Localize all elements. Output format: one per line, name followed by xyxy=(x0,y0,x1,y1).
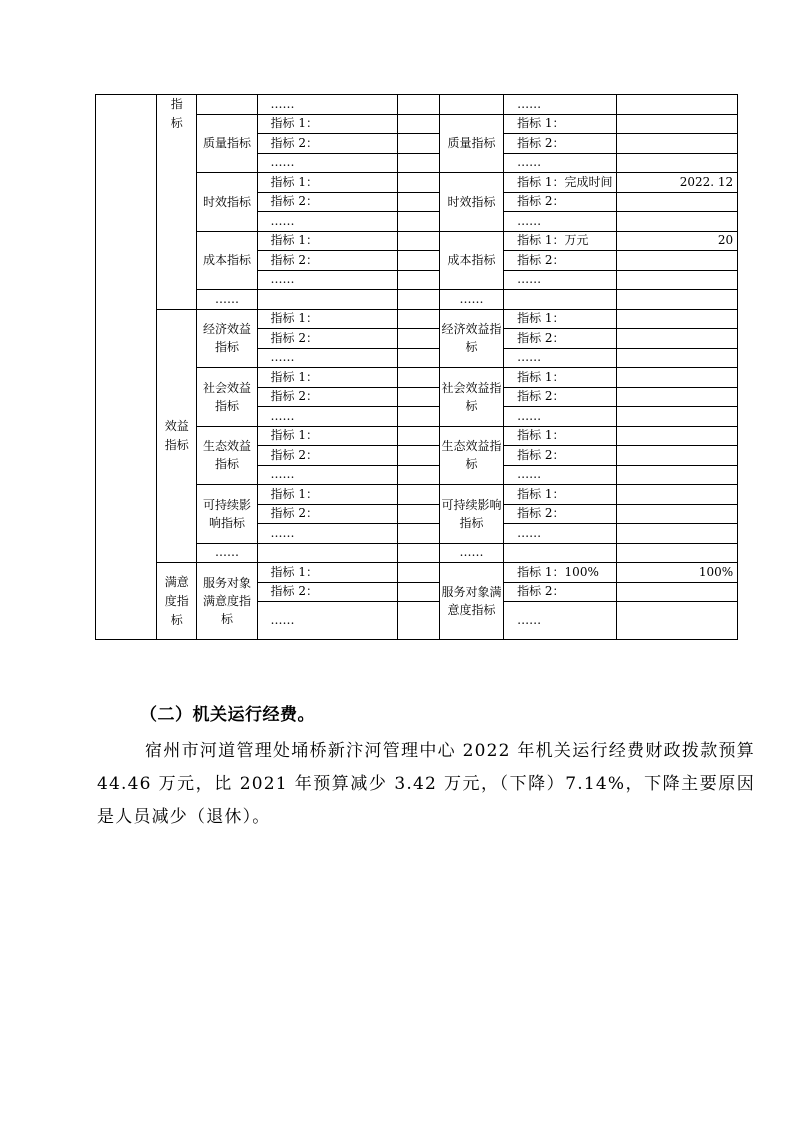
indicator-cell: 指标 2： xyxy=(257,134,397,154)
value-cell xyxy=(616,602,738,640)
value-cell xyxy=(397,348,439,368)
indicator-cell xyxy=(257,290,397,310)
value-cell xyxy=(397,251,439,271)
indicator-cell: …… xyxy=(257,407,397,427)
value-cell xyxy=(616,251,738,271)
value-cell xyxy=(616,348,738,368)
subcategory-cell: 生态效益指标 xyxy=(197,426,257,485)
table-row xyxy=(96,309,793,329)
subcategory-cell: 可持续影响指标 xyxy=(439,485,503,544)
indicator-cell: 指标 1： xyxy=(504,426,616,446)
indicator-cell: 指标 2： xyxy=(504,251,616,271)
table-row xyxy=(96,368,793,388)
indicator-cell: …… xyxy=(257,348,397,368)
value-cell xyxy=(397,309,439,329)
table-row xyxy=(96,95,793,115)
indicator-cell: …… xyxy=(504,524,616,544)
category-label: 标 xyxy=(170,116,183,130)
value-cell xyxy=(616,192,738,212)
performance-indicator-table xyxy=(95,94,793,640)
value-cell xyxy=(616,114,738,134)
indicator-cell: 指标 1： xyxy=(504,485,616,505)
indicator-cell: 指标 1： xyxy=(504,368,616,388)
subcategory-cell: 服务对象满意度指标 xyxy=(439,563,503,640)
table-row xyxy=(96,290,793,310)
indicator-cell: 指标 1： xyxy=(257,368,397,388)
indicator-cell: …… xyxy=(504,348,616,368)
value-cell xyxy=(397,114,439,134)
indicator-cell: …… xyxy=(504,270,616,290)
indicator-cell: 指标 2： xyxy=(257,446,397,466)
indicator-cell: 指标 1： xyxy=(257,426,397,446)
section-paragraph: 宿州市河道管理处埇桥新汴河管理中心 2022 年机关运行经费财政拨款预算 44.46 万元，比 2021 年预算减少 3.42 万元，（下降）7.14%，下降主要原因是人员减少（退休）。 xyxy=(97,741,755,827)
value-cell xyxy=(397,134,439,154)
value-cell xyxy=(616,212,738,232)
category-label: 指 xyxy=(170,97,183,111)
value-cell xyxy=(616,95,738,115)
indicator-cell: 指标 1： xyxy=(257,485,397,505)
value-cell xyxy=(397,524,439,544)
table-row xyxy=(96,426,793,446)
indicator-cell: 指标 1： xyxy=(257,309,397,329)
value-cell xyxy=(397,407,439,427)
indicator-cell: 指标 2： xyxy=(257,582,397,602)
indicator-cell: 指标 1： xyxy=(257,114,397,134)
value-cell xyxy=(397,368,439,388)
value-cell xyxy=(397,290,439,310)
indicator-cell: 指标 1： xyxy=(504,309,616,329)
subcategory-cell: …… xyxy=(439,543,503,563)
indicator-cell: 指标 1： xyxy=(504,114,616,134)
value-cell xyxy=(397,446,439,466)
value-cell xyxy=(397,563,439,583)
value-cell: 100% xyxy=(616,563,738,583)
subcategory-cell: …… xyxy=(439,290,503,310)
indicator-cell: 指标 2： xyxy=(257,192,397,212)
value-cell xyxy=(397,504,439,524)
indicator-cell: 指标 2： xyxy=(504,446,616,466)
subcategory-cell: 可持续影响指标 xyxy=(197,485,257,544)
indicator-cell: …… xyxy=(257,153,397,173)
value-cell xyxy=(616,485,738,505)
value-cell xyxy=(397,329,439,349)
subcategory-cell: 生态效益指标 xyxy=(439,426,503,485)
indicator-cell: 指标 2： xyxy=(257,329,397,349)
value-cell xyxy=(616,309,738,329)
section-heading: （二）机关运行经费。 xyxy=(140,705,315,725)
value-cell xyxy=(397,231,439,251)
value-cell xyxy=(616,524,738,544)
indicator-cell: 指标 2： xyxy=(504,134,616,154)
indicator-cell: 指标 1： xyxy=(257,231,397,251)
indicator-cell: 指标 1：100% xyxy=(504,563,616,583)
subcategory-cell xyxy=(197,95,257,115)
indicator-cell: …… xyxy=(257,602,397,640)
indicator-cell: 指标 2： xyxy=(504,192,616,212)
indicator-cell: …… xyxy=(504,153,616,173)
value-cell xyxy=(616,134,738,154)
indicator-cell: …… xyxy=(257,95,397,115)
value-cell xyxy=(397,426,439,446)
indicator-cell: 指标 2： xyxy=(504,504,616,524)
value-cell xyxy=(616,582,738,602)
indicator-cell: …… xyxy=(504,212,616,232)
category-cell-satisfaction: 满意度指标 xyxy=(156,563,197,640)
subcategory-cell: 社会效益指标 xyxy=(197,368,257,427)
value-cell xyxy=(616,329,738,349)
value-cell xyxy=(616,426,738,446)
value-cell xyxy=(616,153,738,173)
subcategory-cell: …… xyxy=(197,290,257,310)
subcategory-cell: 成本指标 xyxy=(197,231,257,290)
value-cell xyxy=(397,192,439,212)
table-row xyxy=(96,173,793,193)
indicator-cell: 指标 1： xyxy=(257,173,397,193)
indicator-cell: 指标 2： xyxy=(257,504,397,524)
indicator-cell: 指标 1：万元 xyxy=(504,231,616,251)
value-cell xyxy=(616,290,738,310)
value-cell xyxy=(397,485,439,505)
indicator-cell: 指标 2： xyxy=(257,251,397,271)
value-cell xyxy=(397,95,439,115)
table-row xyxy=(96,485,793,505)
indicator-cell: 指标 2： xyxy=(504,387,616,407)
table-row xyxy=(96,563,793,583)
indicator-cell: 指标 2： xyxy=(504,329,616,349)
value-cell xyxy=(616,387,738,407)
subcategory-cell: 成本指标 xyxy=(439,231,503,290)
value-cell xyxy=(397,387,439,407)
indicator-cell: 指标 1： xyxy=(257,563,397,583)
value-cell xyxy=(397,153,439,173)
category-cell-benefit: 效益指标 xyxy=(156,309,197,563)
indicator-cell: …… xyxy=(257,465,397,485)
table-row xyxy=(96,543,793,563)
indicator-cell: …… xyxy=(504,407,616,427)
subcategory-cell: 时效指标 xyxy=(439,173,503,232)
value-cell xyxy=(616,407,738,427)
value-cell xyxy=(397,465,439,485)
value-cell: 20 xyxy=(616,231,738,251)
value-cell xyxy=(397,602,439,640)
subcategory-cell: 经济效益指标 xyxy=(197,309,257,368)
subcategory-cell: 时效指标 xyxy=(197,173,257,232)
value-cell xyxy=(397,173,439,193)
subcategory-cell: 质量指标 xyxy=(197,114,257,173)
table-row xyxy=(96,114,793,134)
value-cell xyxy=(616,465,738,485)
value-cell xyxy=(397,582,439,602)
value-cell xyxy=(616,504,738,524)
value-cell xyxy=(397,212,439,232)
value-cell xyxy=(616,446,738,466)
indicator-cell: …… xyxy=(257,270,397,290)
subcategory-cell xyxy=(439,95,503,115)
indicator-cell: 指标 2： xyxy=(504,582,616,602)
goal-blank-cell xyxy=(96,95,157,640)
indicator-cell: …… xyxy=(504,95,616,115)
indicator-cell: 指标 1：完成时间 xyxy=(504,173,616,193)
value-cell xyxy=(397,543,439,563)
subcategory-cell: 经济效益指标 xyxy=(439,309,503,368)
indicator-cell: 指标 2： xyxy=(257,387,397,407)
value-cell xyxy=(616,543,738,563)
value-cell xyxy=(616,368,738,388)
value-cell xyxy=(397,270,439,290)
indicator-cell xyxy=(504,543,616,563)
indicator-cell: …… xyxy=(504,602,616,640)
indicator-cell: …… xyxy=(257,524,397,544)
table-row xyxy=(96,231,793,251)
indicator-cell: …… xyxy=(504,465,616,485)
indicator-cell xyxy=(257,543,397,563)
indicator-cell: …… xyxy=(257,212,397,232)
subcategory-cell: 服务对象满意度指标 xyxy=(197,563,257,640)
subcategory-cell: 质量指标 xyxy=(439,114,503,173)
subcategory-cell: …… xyxy=(197,543,257,563)
indicator-cell xyxy=(504,290,616,310)
category-cell-output xyxy=(156,95,197,310)
value-cell xyxy=(616,270,738,290)
value-cell: 2022. 12 xyxy=(616,173,738,193)
subcategory-cell: 社会效益指标 xyxy=(439,368,503,427)
